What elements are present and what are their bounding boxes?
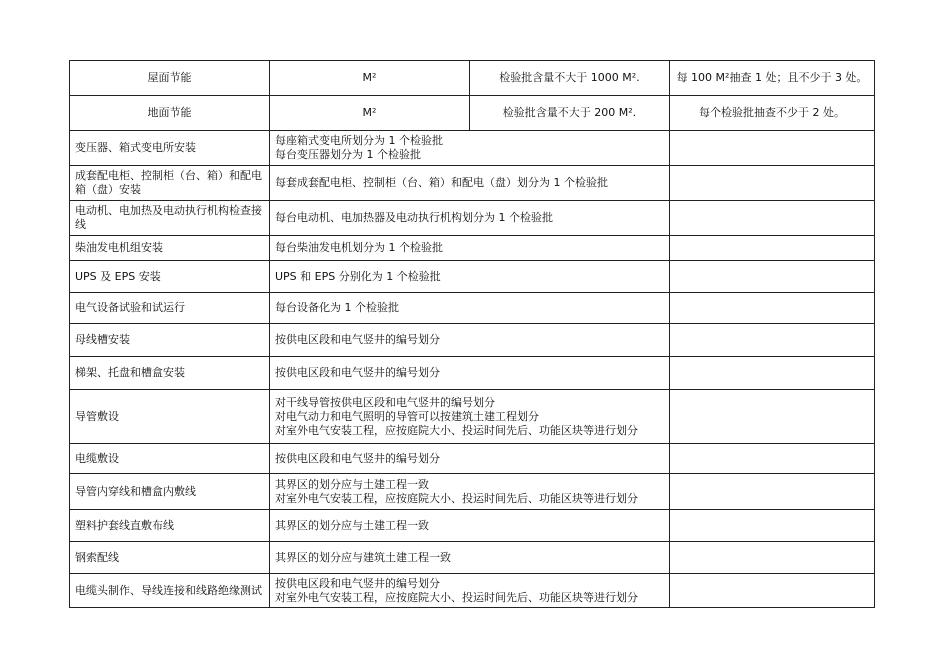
table-row [70,390,875,444]
table-row [70,474,875,510]
item-name: 梯架、托盘和槽盒安装 [70,357,270,390]
rule-line: 对室外电气安装工程，应按庭院大小、投运时间先后、功能区块等进行划分 [275,491,638,505]
division-rule [270,474,670,510]
division-rule [270,390,670,444]
table-row [70,574,875,608]
division-rule [270,131,670,166]
table-row [70,444,875,474]
division-rule [270,542,670,574]
rule-line: 每座箱式变电所划分为 1 个检验批 [275,134,443,147]
division-rule [270,444,670,474]
item-name: 电气设备试验和试运行 [70,293,270,324]
empty-cell [670,201,875,236]
table-row [70,131,875,166]
division-rule [270,236,670,261]
lot-size-note: 检验批含量不大于 200 M². [470,96,670,131]
rule-line: 每套成套配电柜、控制柜（台、箱）和配电（盘）划分为 1 个检验批 [275,176,608,189]
rule-line: 每台设备化为 1 个检验批 [275,301,399,314]
empty-cell [670,510,875,542]
empty-cell [670,261,875,293]
rule-line: UPS 和 EPS 分别化为 1 个检验批 [275,269,441,283]
table-row [70,61,875,96]
table-row [70,324,875,357]
sampling-rule: 每 100 M²抽查 1 处；且不少于 3 处。 [670,61,875,96]
table-row [70,510,875,542]
empty-cell [670,474,875,510]
item-name: 塑料护套线直敷布线 [70,510,270,542]
empty-cell [670,444,875,474]
division-rule [270,293,670,324]
table-row [70,542,875,574]
inspection-lot-table [69,60,875,608]
item-name: 电动机、电加热及电动执行机构检查接线 [70,201,270,236]
table-row [70,166,875,201]
empty-cell [670,166,875,201]
rule-line: 每台电动机、电加热器及电动执行机构划分为 1 个检验批 [275,211,553,224]
item-name: 变压器、箱式变电所安装 [70,131,270,166]
table-row [70,293,875,324]
unit-cell: M² [270,96,470,131]
item-name: 屋面节能 [70,61,270,96]
rule-line: 按供电区段和电气竖井的编号划分 [275,451,440,465]
empty-cell [670,542,875,574]
item-name: 母线槽安装 [70,324,270,357]
empty-cell [670,324,875,357]
rule-line: 对室外电气安装工程，应按庭院大小、投运时间先后、功能区块等进行划分 [275,590,638,604]
rule-line: 对电气动力和电气照明的导管可以按建筑土建工程划分 [275,409,539,423]
item-name: 电缆头制作、导线连接和线路绝缘测试 [70,574,270,608]
table-row [70,96,875,131]
item-name: 钢索配线 [70,542,270,574]
table-row [70,201,875,236]
empty-cell [670,293,875,324]
rule-line: 每台柴油发电机划分为 1 个检验批 [275,241,443,254]
rule-line: 按供电区段和电气竖井的编号划分 [275,576,440,590]
division-rule [270,201,670,236]
empty-cell [670,236,875,261]
item-name: 导管内穿线和槽盒内敷线 [70,474,270,510]
item-name: 柴油发电机组安装 [70,236,270,261]
item-name: 地面节能 [70,96,270,131]
rule-line: 对室外电气安装工程，应按庭院大小、投运时间先后、功能区块等进行划分 [275,423,638,437]
division-rule [270,261,670,293]
division-rule [270,324,670,357]
empty-cell [670,574,875,608]
lot-size-note: 检验批含量不大于 1000 M². [470,61,670,96]
division-rule [270,574,670,608]
item-name: UPS 及 EPS 安装 [70,261,270,293]
rule-line: 按供电区段和电气竖井的编号划分 [275,333,440,346]
empty-cell [670,357,875,390]
rule-line: 其界区的划分应与建筑土建工程一致 [275,550,451,564]
rule-line: 对干线导管按供电区段和电气竖井的编号划分 [275,395,495,409]
unit-cell: M² [270,61,470,96]
division-rule [270,357,670,390]
empty-cell [670,131,875,166]
division-rule [270,510,670,542]
rule-line: 每台变压器划分为 1 个检验批 [275,148,421,161]
division-rule [270,166,670,201]
rule-line: 其界区的划分应与土建工程一致 [275,518,429,532]
empty-cell [670,390,875,444]
item-name: 电缆敷设 [70,444,270,474]
sampling-rule: 每个检验批抽查不少于 2 处。 [670,96,875,131]
table-row [70,357,875,390]
table-row [70,261,875,293]
table-row [70,236,875,261]
item-name: 导管敷设 [70,390,270,444]
item-name: 成套配电柜、控制柜（台、箱）和配电箱（盘）安装 [70,166,270,201]
rule-line: 其界区的划分应与土建工程一致 [275,477,429,491]
rule-line: 按供电区段和电气竖井的编号划分 [275,366,440,379]
